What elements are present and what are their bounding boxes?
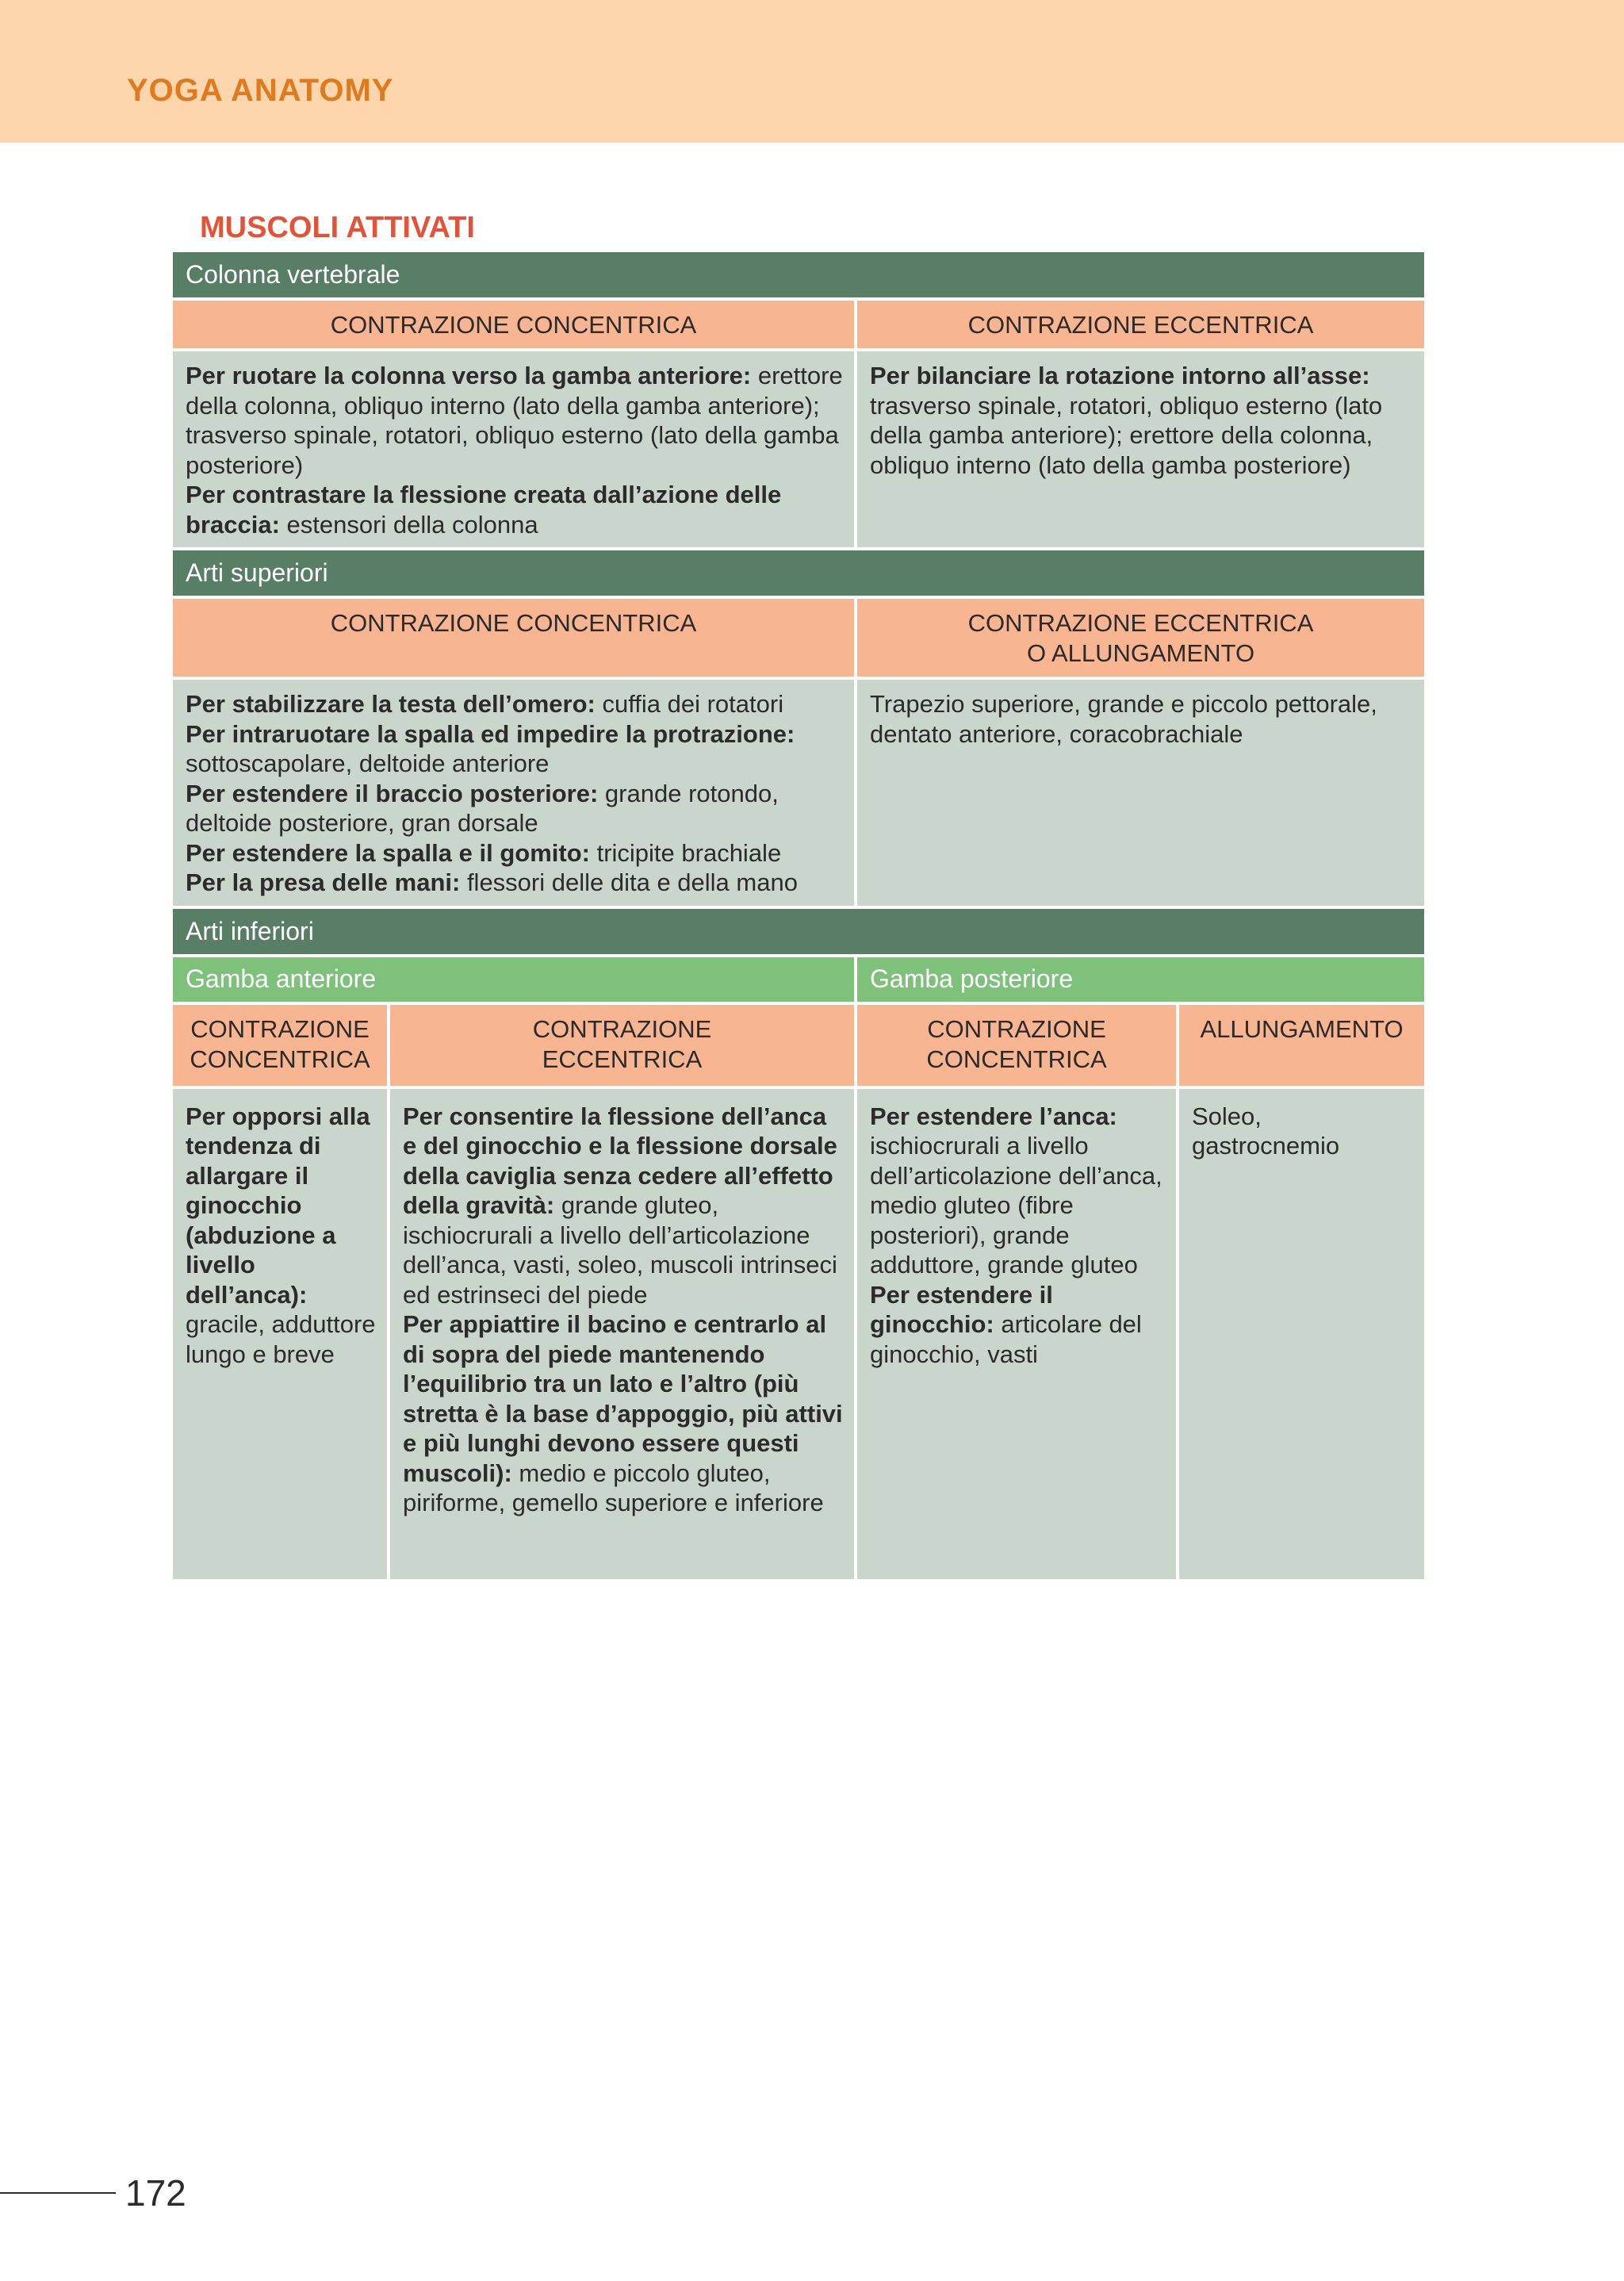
subheader-front-leg: Gamba anteriore <box>173 957 854 1002</box>
entry: Per consentire la flessione dell’anca e del ginocchio e la flessione dorsale della caviglia senza cedere all’effetto della gravità: grande gluteo, ischiocrurali a livello dell’articolazione dell’anca, vasti, soleo, muscoli intrinseci ed estrinseci del piede <box>403 1102 837 1309</box>
entry: Per estendere il braccio posteriore: grande rotondo, deltoide posteriore, gran dorsale <box>186 779 779 837</box>
section-title: MUSCOLI ATTIVATI <box>200 211 475 244</box>
page-number: 172 <box>125 2172 186 2214</box>
colonna-concentric-cell <box>173 351 854 547</box>
front-concentric-cell <box>173 1089 387 1579</box>
back-concentric-cell <box>857 1089 1176 1579</box>
entry: Per stabilizzare la testa dell’omero: cuffia dei rotatori <box>186 690 784 718</box>
header-band <box>0 0 1624 143</box>
entry: Per intraruotare la spalla ed impedire la protrazione: sottoscapolare, deltoide anteriore <box>186 719 795 777</box>
entry: Per contrastare la flessione creata dall’azione delle braccia: estensori della colonna <box>186 481 782 539</box>
subheader-back-leg: Gamba posteriore <box>857 957 1424 1002</box>
entry: Per estendere la spalla e il gomito: tricipite brachiale <box>186 838 782 867</box>
arti-superiori-concentric-cell <box>173 680 854 906</box>
entry: Per ruotare la colonna verso la gamba anteriore: erettore della colonna, obliquo interno (lato della gamba anteriore); trasverso spinale, rotatori, obliquo esterno (lato della gamba posteriore) <box>186 362 843 479</box>
back-stretch-cell: Soleo, gastrocnemio <box>1179 1089 1424 1579</box>
section-header-arti-inferiori: Arti inferiori <box>173 909 1424 954</box>
front-eccentric-cell <box>390 1089 854 1579</box>
entry: Per estendere il ginocchio: articolare del ginocchio, vasti <box>870 1280 1142 1368</box>
header-eccentric: CONTRAZIONE ECCENTRICA <box>857 301 1424 348</box>
entry: Per opporsi alla tendenza di allargare il ginocchio (abduzione a livello dell’anca): gracile, adduttore lungo e breve <box>186 1102 376 1368</box>
header-eccentric-stretch: CONTRAZIONE ECCENTRICA O ALLUNGAMENTO <box>857 599 1424 677</box>
muscle-table <box>173 252 1424 1579</box>
entry: Per estendere l’anca: ischiocrurali a livello dell’articolazione dell’anca, medio gluteo (fibre posteriori), grande adduttore, grande gluteo <box>870 1102 1162 1279</box>
arti-superiori-eccentric-cell: Trapezio superiore, grande e piccolo pettorale, dentato anteriore, coracobrachiale <box>857 680 1424 906</box>
header-concentric: CONTRAZIONE CONCENTRICA <box>173 301 854 348</box>
header-front-eccentric: CONTRAZIONE ECCENTRICA <box>390 1005 854 1086</box>
header-back-stretch: ALLUNGAMENTO <box>1179 1005 1424 1086</box>
page-number-rule <box>0 2192 116 2194</box>
header-concentric: CONTRAZIONE CONCENTRICA <box>173 599 854 677</box>
running-head: YOGA ANATOMY <box>127 73 394 108</box>
header-front-concentric: CONTRAZIONE CONCENTRICA <box>173 1005 387 1086</box>
entry: Per bilanciare la rotazione intorno all’asse: trasverso spinale, rotatori, obliquo esterno (lato della gamba anteriore); erettore della colonna, obliquo interno (lato della gamba posteriore) <box>870 362 1383 479</box>
section-header-arti-superiori: Arti superiori <box>173 550 1424 596</box>
entry: Per la presa delle mani: flessori delle dita e della mano <box>186 868 798 896</box>
entry: Per appiattire il bacino e centrarlo al di sopra del piede mantenendo l’equilibrio tra un lato e l’altro (più stretta è la base d’appoggio, più attivi e più lunghi devono essere questi muscoli): medio e piccolo gluteo, piriforme, gemello superiore e inferiore <box>403 1310 843 1516</box>
header-back-concentric: CONTRAZIONE CONCENTRICA <box>857 1005 1176 1086</box>
section-header-colonna: Colonna vertebrale <box>173 252 1424 297</box>
colonna-eccentric-cell <box>857 351 1424 547</box>
